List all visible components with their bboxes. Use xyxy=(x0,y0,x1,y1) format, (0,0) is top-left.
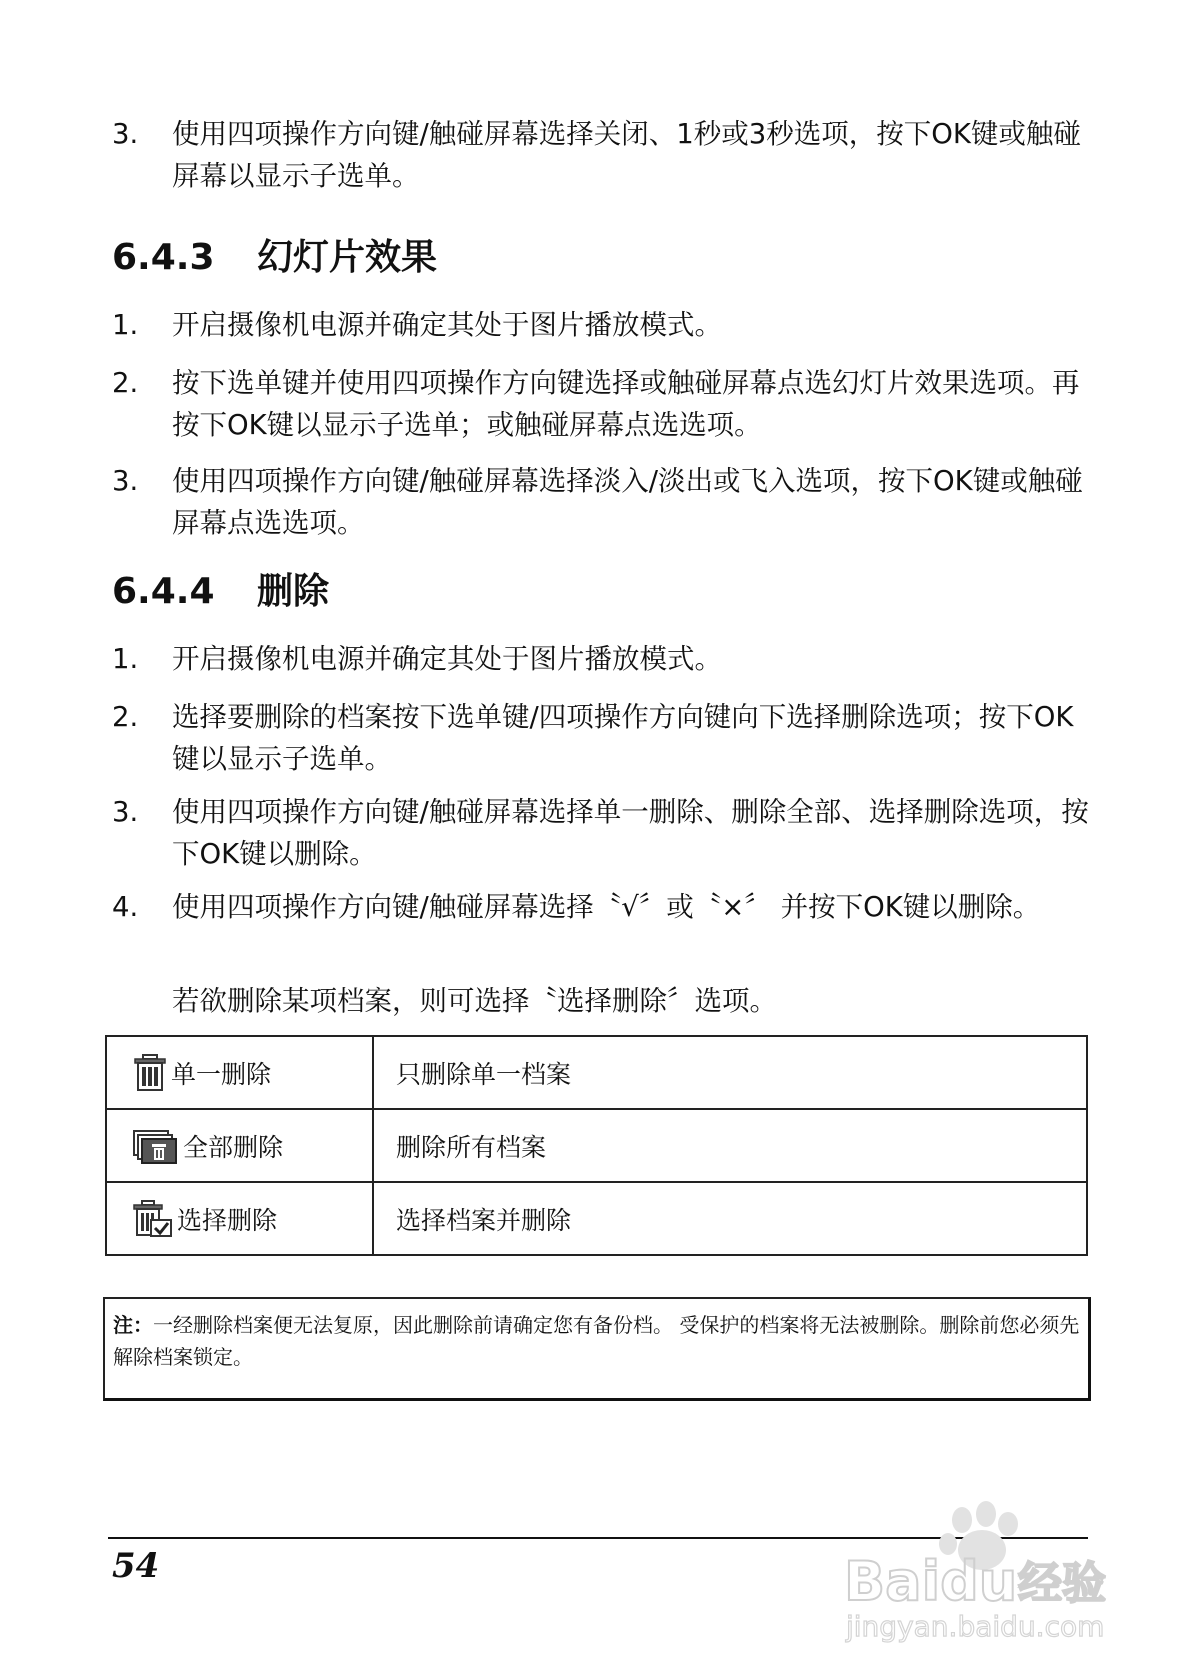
step-number: 3. xyxy=(112,465,139,497)
section-title: 删除 xyxy=(257,571,330,612)
table-row xyxy=(106,1182,1087,1255)
step-644-3 xyxy=(112,791,1092,875)
step-text: 使用四项操作方向键/触碰屏幕选择淡入/淡出或飞入选项，按下OK键或触碰屏幕点选选项。 xyxy=(172,465,1083,539)
step-text: 使用四项操作方向键/触碰屏幕选择关闭、1秒或3秒选项，按下OK键或触碰屏幕以显示子选单。 xyxy=(172,118,1081,192)
step-number: 2. xyxy=(112,701,139,733)
page-number: 54 xyxy=(112,1546,160,1586)
table-row xyxy=(106,1109,1087,1182)
step-text: 开启摄像机电源并确定其处于图片播放模式。 xyxy=(172,643,722,675)
step-text: 选择要删除的档案按下选单键/四项操作方向键向下选择删除选项；按下OK键以显示子选单。 xyxy=(172,701,1074,775)
note-box xyxy=(103,1297,1091,1401)
section-number: 6.4.4 xyxy=(112,571,215,612)
table-row xyxy=(106,1036,1087,1109)
step-644-2 xyxy=(112,696,1092,780)
step-text: 按下选单键并使用四项操作方向键选择或触碰屏幕点选幻灯片效果选项。再按下OK键以显示子选单；或触碰屏幕点选选项。 xyxy=(172,367,1080,441)
note-text: 一经删除档案便无法复原，因此删除前请确定您有备份档。 受保护的档案将无法被删除。删除前您必须先解除档案锁定。 xyxy=(113,1313,1080,1369)
trash-stack-icon xyxy=(133,1128,179,1164)
step-number: 2. xyxy=(112,367,139,399)
step-number: 3. xyxy=(112,796,139,828)
step-text: 使用四项操作方向键/触碰屏幕选择〝√〞或〝×〞 并按下OK键以删除。 xyxy=(172,891,1041,923)
section-title: 幻灯片效果 xyxy=(257,237,438,278)
option-label: 全部删除 xyxy=(183,1132,284,1162)
step-number: 4. xyxy=(112,891,139,923)
option-description: 选择档案并删除 xyxy=(396,1205,572,1235)
intro-step xyxy=(112,113,1092,197)
option-description: 只删除单一档案 xyxy=(396,1059,572,1089)
step-number: 3. xyxy=(112,118,139,150)
step-text: 开启摄像机电源并确定其处于图片播放模式。 xyxy=(172,309,722,341)
watermark-brand-cn: 经验 xyxy=(1018,1558,1106,1609)
step-643-2 xyxy=(112,362,1092,446)
watermark-brand: Baidu xyxy=(844,1550,1018,1613)
step-number: 1. xyxy=(112,309,139,341)
step-643-1 xyxy=(112,304,1092,346)
baidu-watermark xyxy=(840,1500,1140,1650)
trash-check-icon xyxy=(133,1200,173,1238)
section-heading-643 xyxy=(112,234,437,282)
option-description: 删除所有档案 xyxy=(396,1132,547,1162)
step-number: 1. xyxy=(112,643,139,675)
watermark-url: jingyan.baidu.com xyxy=(846,1610,1105,1643)
section-heading-644 xyxy=(112,568,329,616)
note-label: 注： xyxy=(113,1313,153,1337)
delete-options-table xyxy=(105,1035,1088,1256)
trash-icon xyxy=(133,1054,167,1092)
step-644-1 xyxy=(112,638,1092,680)
step-text: 使用四项操作方向键/触碰屏幕选择单一删除、删除全部、选择删除选项，按下OK键以删除。 xyxy=(172,796,1089,870)
option-label: 单一删除 xyxy=(171,1059,272,1089)
step-644-4 xyxy=(112,886,1092,928)
extra-instruction: 若欲删除某项档案，则可选择〝选择删除〞选项。 xyxy=(172,985,777,1017)
step-643-3 xyxy=(112,460,1092,544)
option-label: 选择删除 xyxy=(177,1205,278,1235)
section-number: 6.4.3 xyxy=(112,237,215,278)
